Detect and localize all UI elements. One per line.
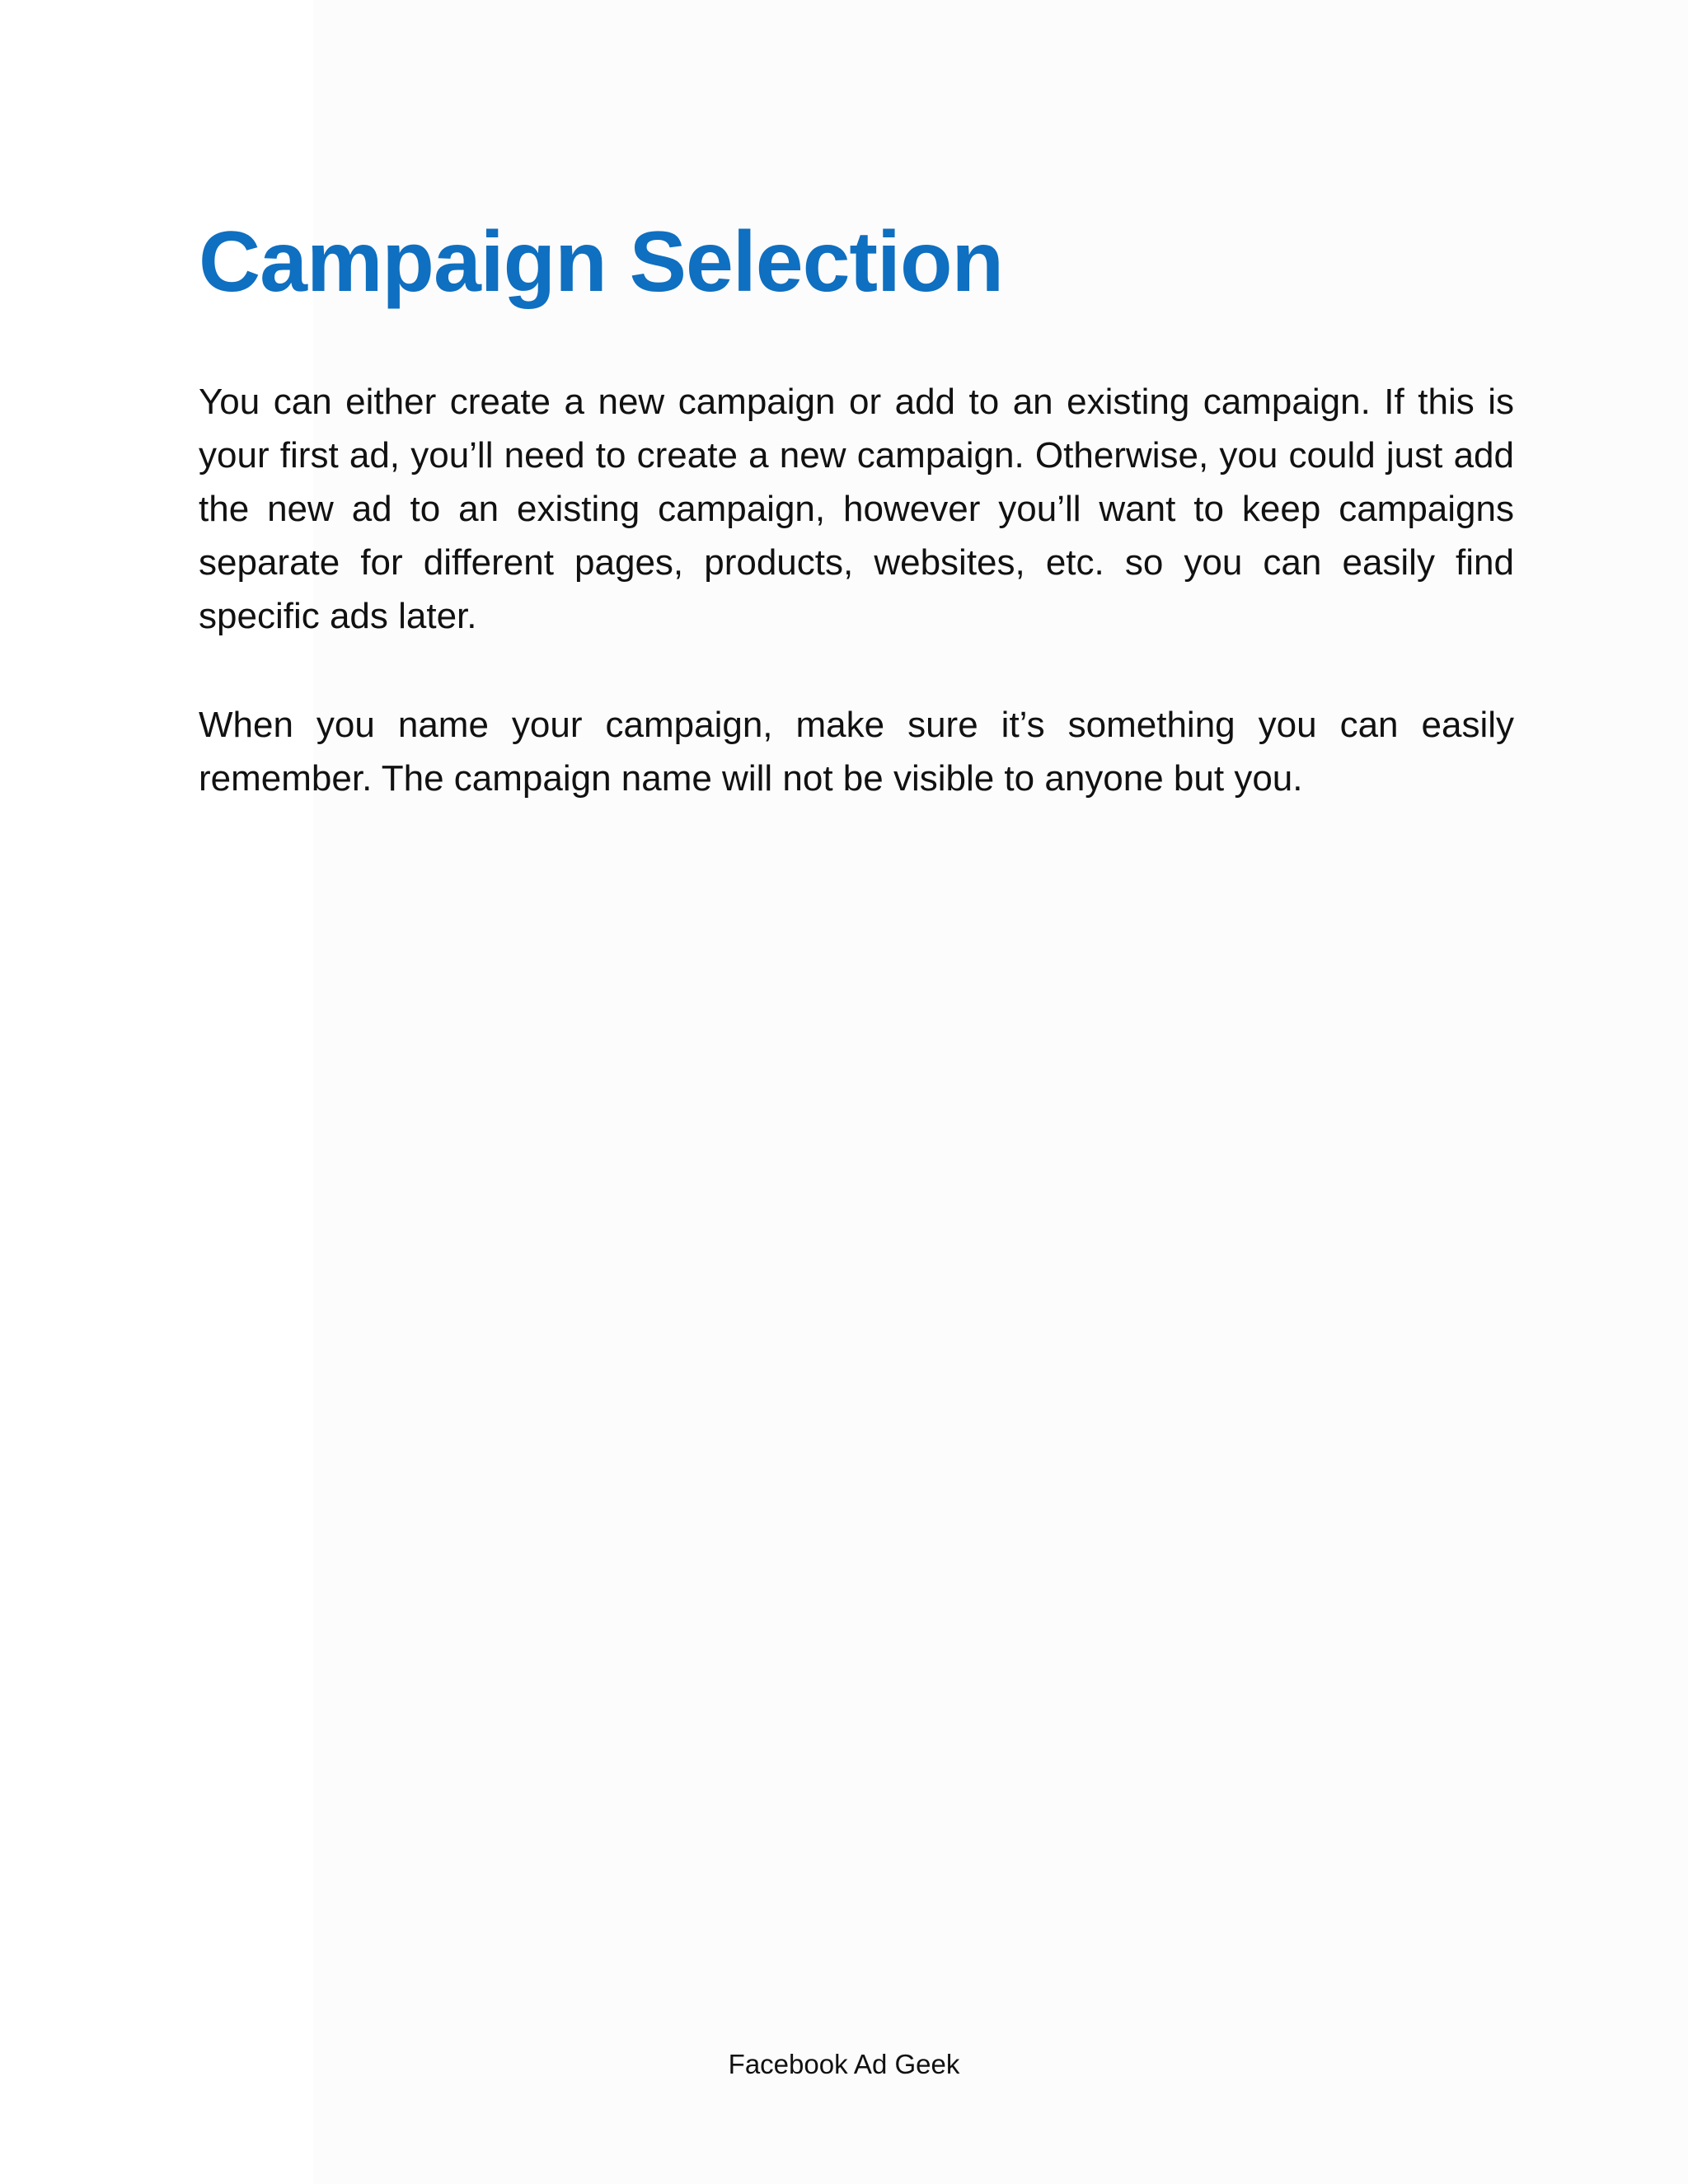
body-paragraph-1: You can either create a new campaign or add to an existing campaign. If this is your first ad, you’ll need to create a new campaign. Otherwise, you could just add the new ad to an existing campaign, however you’ll want to keep campaigns separate for different pages, products, websites, etc. so you can easily find specific ads later. — [199, 382, 1514, 636]
page-background-shade — [313, 0, 1688, 2184]
body-paragraph-2: When you name your campaign, make sure it’s something you can easily remember. The campaign name will not be visible to anyone but you. — [199, 705, 1514, 799]
page-footer: Facebook Ad Geek — [728, 2049, 960, 2079]
page-title: Campaign Selection — [199, 214, 1003, 310]
